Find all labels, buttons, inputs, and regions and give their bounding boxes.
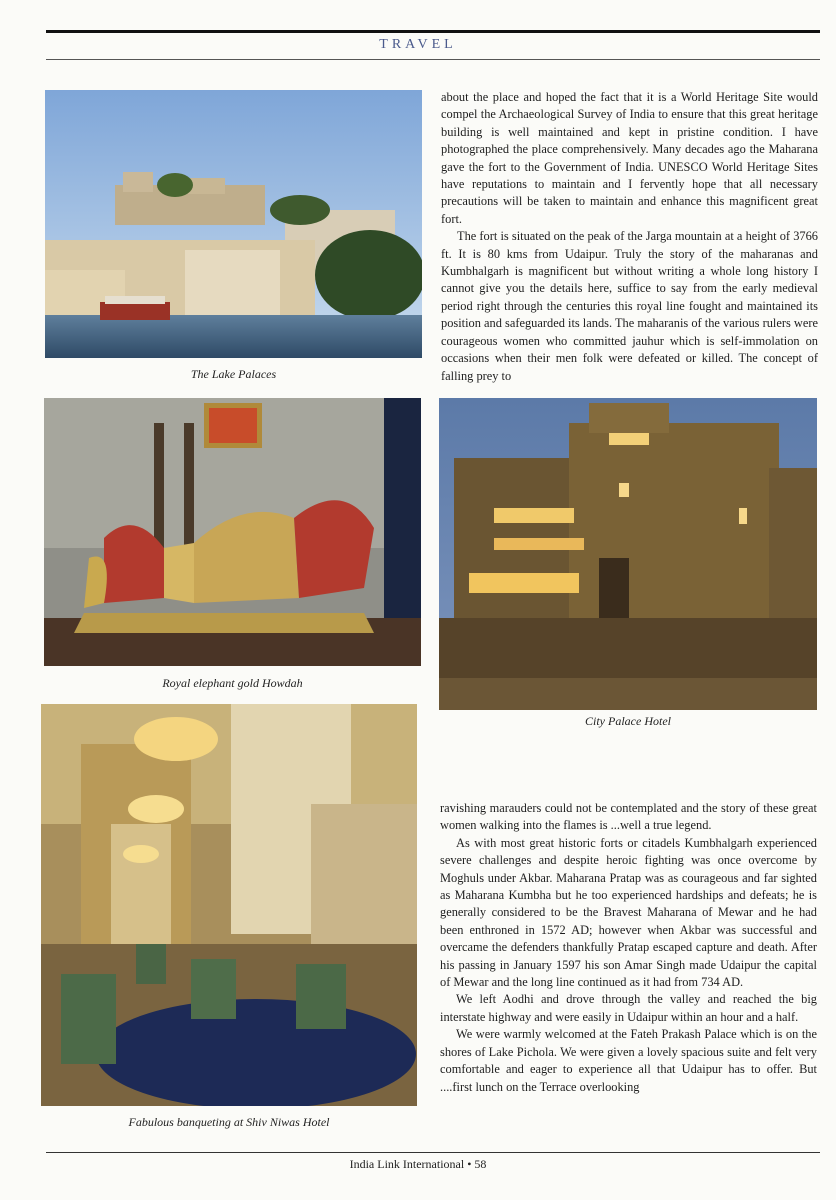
article-paragraph: about the place and hoped the fact that it is a World Heritage Site would compel the Archaeological Survey of India to ensure that this great heritage building is well maintained and kept in pristine condition. I have photographed the place comprehensively. Many decades ago the Maharana gave the fort to the Government of India. UNESCO World Heritage Sites have reputations to maintain and I fervently hope that all necessary precautions will be taken to maintain and enhance this magnificent great fort. — [441, 90, 818, 226]
footer-rule — [46, 1152, 820, 1153]
footer-separator: • — [467, 1157, 472, 1171]
article-column-top — [441, 89, 818, 385]
header-bottom-rule — [46, 59, 820, 60]
banquet-hall-photo — [41, 704, 417, 1106]
article-paragraph: We left Aodhi and drove through the valley and reached the big interstate highway and were easily in Udaipur within an hour and a half. — [440, 992, 817, 1024]
article-column-bottom — [440, 800, 817, 1096]
caption-lake-palaces: The Lake Palaces — [190, 367, 277, 381]
caption-banquet: Fabulous banqueting at Shiv Niwas Hotel — [128, 1115, 330, 1129]
article-paragraph: We were warmly welcomed at the Fateh Prakash Palace which is on the shores of Lake Pichola. We were given a lovely spacious suite and felt very comfortable and eager to experience all that Udaipur has to offer. But ....first lunch on the Terrace overlooking — [440, 1027, 817, 1094]
caption-city-palace: City Palace Hotel — [585, 714, 671, 728]
header-top-rule — [46, 30, 820, 33]
lake-palace-photo — [45, 90, 422, 358]
article-paragraph: The fort is situated on the peak of the Jarga mountain at a height of 3766 ft. It is 80 kms from Udaipur. Truly the story of the maharanas and Kumbhalgarh is magnificent but without writing a whole long history I cannot give you the details here, suffice to say from the early medieval period right through the centuries this royal line fought and maintained its position and safeguarded its lands. The maharanis of the various rulers were courageous women who committed jauhur which is self-immolation on occasions when their men folk were defeated or killed. The concept of falling prey to — [441, 229, 818, 383]
caption-howdah: Royal elephant gold Howdah — [162, 676, 303, 690]
howdah-photo — [44, 398, 421, 666]
section-title: TRAVEL — [379, 37, 457, 52]
article-paragraph: ravishing marauders could not be contemplated and the story of these great women walking into the flames is ...well a true legend. — [440, 801, 817, 833]
article-paragraph: As with most great historic forts or citadels Kumbhalgarh experienced severe challenges and despite heroic fighting was once overcome by Moghuls under Akbar. Maharana Pratap was as courageous and far sighted as Maharana Kumbha but he too experienced hardships and defeats; he is generally considered to be the Bravest Maharana of Mewar and he had been enthroned in 1572 AD; however when Akbar was successful and overcame the defenders thankfully Pratap escaped capture and death. After his passing in January 1597 his son Amar Singh made Udaipur the capital of Mewar and the long line continued as it had from 734 AD. — [440, 835, 817, 990]
publication-name: India Link International — [349, 1157, 465, 1171]
city-palace-photo — [439, 398, 817, 710]
page-footer — [0, 1157, 836, 1172]
page-number: 58 — [474, 1157, 487, 1171]
